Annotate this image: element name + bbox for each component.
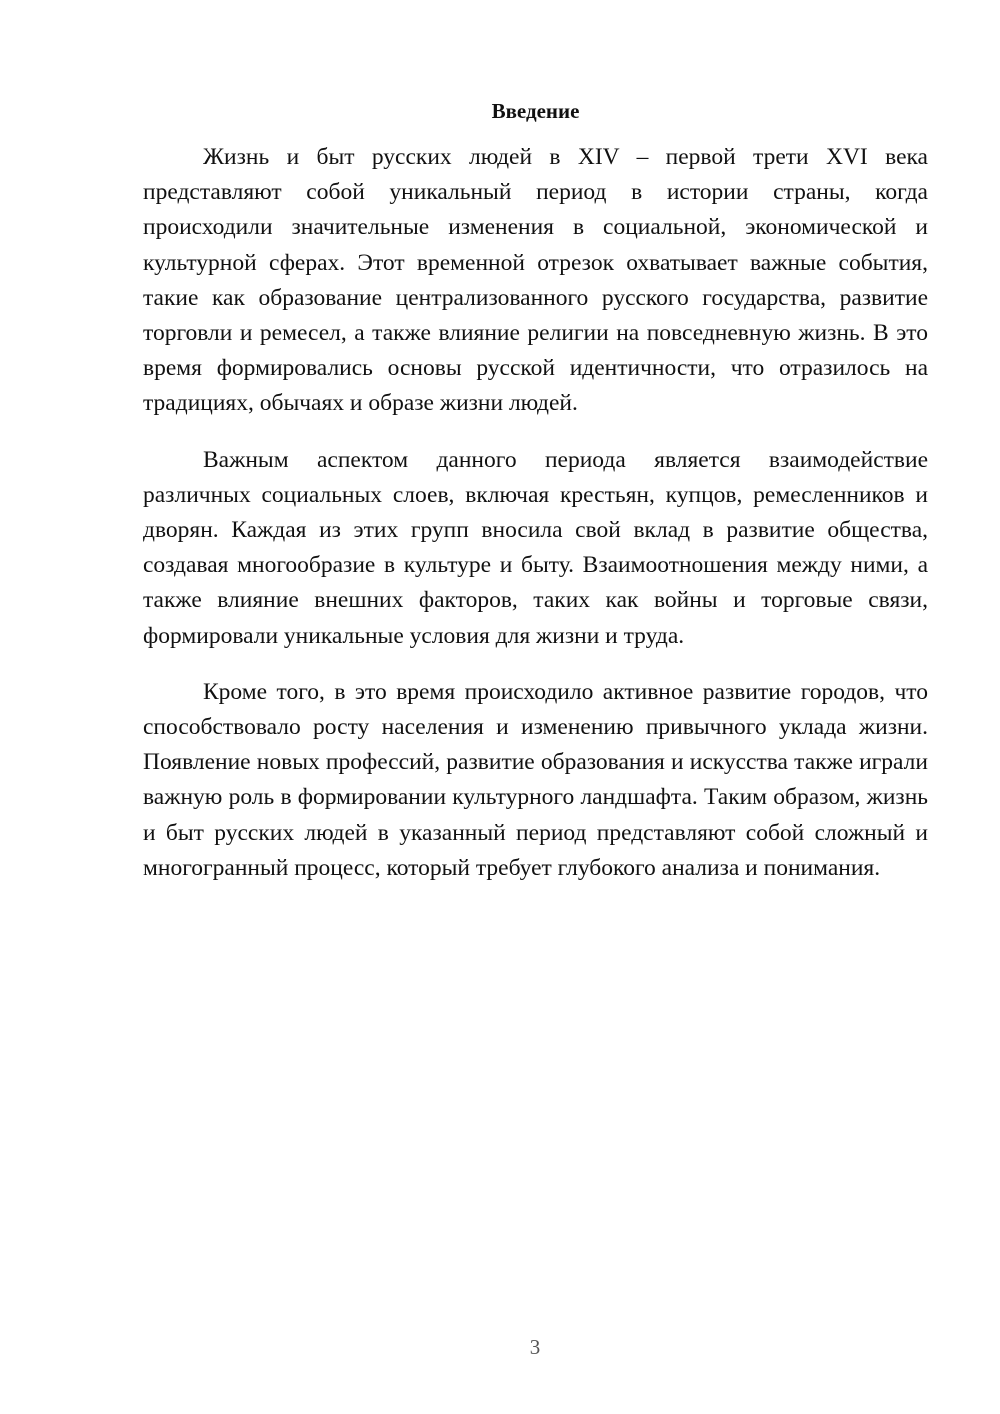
section-heading: Введение bbox=[491, 99, 580, 123]
page-number: 3 bbox=[529, 1335, 541, 1359]
page-content bbox=[143, 96, 928, 907]
paragraph-1: Жизнь и быт русских людей в XIV – первой трети XVI века представляют собой уникальный период в истории страны, когда происходили значительные изменения в социальной, экономической и культурной сферах. Этот временной отрезок охватывает важные события, такие как образование централизованного русского государства, развитие торговли и ремесел, а также влияние религии на повседневную жизнь. В это время формировались основы русской идентичности, что отразилось на традициях, обычаях и образе жизни людей. bbox=[143, 144, 928, 417]
paragraph-2: Важным аспектом данного периода является взаимодействие различных социальных слоев, включая крестьян, купцов, ремесленников и дворян. Каждая из этих групп вносила свой вклад в развитие общества, создавая многообразие в культуре и быту. Взаимоотношения между ними, а также влияние внешних факторов, таких как войны и торговые связи, формировали уникальные условия для жизни и труда. bbox=[143, 446, 928, 649]
paragraph-3: Кроме того, в это время происходило активное развитие городов, что способствовало росту населения и изменению привычного уклада жизни. Появление новых профессий, развитие образования и искусства также играли важную роль в формировании культурного ландшафта. Таким образом, жизнь и быт русских людей в указанный период представляют собой сложный и многогранный процесс, который требует глубокого анализа и понимания. bbox=[143, 678, 928, 881]
